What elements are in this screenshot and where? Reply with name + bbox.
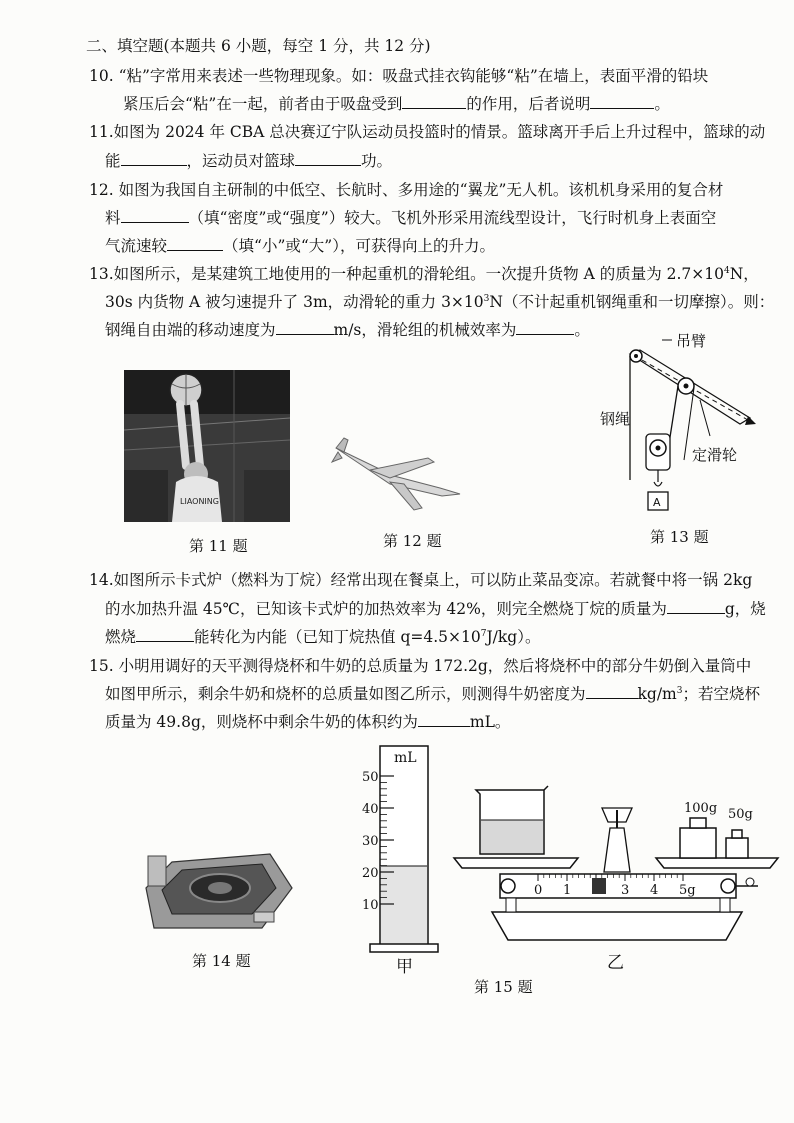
q14-line3: 燃烧 能转化为内能（已知丁烷热值 $q=4.5\times 10^7J/kg$）。 bbox=[105, 628, 541, 646]
q11-blank2[interactable] bbox=[295, 151, 361, 166]
figure-13-caption: 第 13 题 bbox=[650, 528, 709, 546]
q12-blank1[interactable] bbox=[121, 208, 189, 223]
pulley-rope-label: 钢绳 bbox=[600, 410, 631, 428]
balance-scale-label: 0 bbox=[534, 883, 543, 898]
q15-line3: 质量为 49.8g，则烧杯中剩余牛奶的体积约为 mL。 bbox=[105, 713, 511, 731]
cylinder-tick-label: 10 bbox=[362, 898, 379, 913]
figure-15-balance-diagram bbox=[452, 778, 784, 974]
cylinder-tick-label: 40 bbox=[362, 802, 379, 817]
figure-12-drone-image bbox=[330, 436, 470, 516]
pulley-cargo-label: A bbox=[653, 496, 661, 509]
balance-scale-label: 3 bbox=[621, 883, 630, 898]
weight-50g-label: 50g bbox=[728, 807, 753, 822]
figure-11-caption: 第 11 题 bbox=[189, 537, 248, 555]
q15-blank2[interactable] bbox=[418, 712, 470, 727]
pulley-arm-label: 吊臂 bbox=[676, 332, 707, 350]
balance-scale-label: 1 bbox=[563, 883, 572, 898]
figure-15-caption: 第 15 题 bbox=[474, 978, 533, 996]
q14-blank2[interactable] bbox=[136, 627, 194, 642]
q15-blank1[interactable] bbox=[586, 684, 638, 699]
q14-line1: 14.如图所示卡式炉（燃料为丁烷）经常出现在餐桌上，可以防止菜品变凉。若就餐中将一锅 2kg bbox=[89, 571, 753, 589]
q13-blank2[interactable] bbox=[516, 320, 574, 335]
q10-blank1[interactable] bbox=[402, 94, 466, 109]
balance-figure-label: 乙 bbox=[607, 953, 624, 973]
cylinder-tick-label: 20 bbox=[362, 866, 379, 881]
figure-13-pulley-diagram bbox=[600, 330, 780, 525]
q13-line3: 钢绳自由端的移动速度为 m/s，滑轮组的机械效率为 。 bbox=[105, 321, 590, 339]
figure-11-basketball-photo bbox=[124, 370, 290, 522]
balance-scale-label: 4 bbox=[650, 883, 659, 898]
q11-blank1[interactable] bbox=[121, 151, 187, 166]
q10-line2: 紧压后会“粘”在一起，前者由于吸盘受到 的作用，后者说明 。 bbox=[123, 95, 670, 113]
q10-blank2[interactable] bbox=[590, 94, 654, 109]
cylinder-figure-label: 甲 bbox=[396, 957, 413, 976]
cylinder-tick-label: 30 bbox=[362, 834, 379, 849]
q15-line1: 15. 小明用调好的天平测得烧杯和牛奶的总质量为 172.2g，然后将烧杯中的部分牛奶倒入量筒中 bbox=[89, 657, 752, 675]
figure-14-card-stove-image bbox=[142, 848, 294, 932]
figure-14-caption: 第 14 题 bbox=[192, 952, 251, 970]
svg-text:LIAONING: LIAONING bbox=[180, 497, 219, 506]
q12-line2: 料 （填“密度”或“强度”）较大。飞机外形采用流线型设计，飞行时机身上表面空 bbox=[105, 209, 717, 227]
q11-line2: 能 ，运动员对篮球 功。 bbox=[105, 152, 393, 170]
q13-line2: 30s 内货物 A 被匀速提升了 3m，动滑轮的重力 $3\times 10^3N$（不计起重机钢绳重和一切摩擦）。则： bbox=[105, 293, 775, 311]
figure-15-cylinder-diagram bbox=[362, 740, 444, 976]
q12-blank2[interactable] bbox=[167, 236, 223, 251]
q11-line1: 11.如图为 2024 年 CBA 总决赛辽宁队运动员投篮时的情景。篮球离开手后上升过程中，篮球的动 bbox=[89, 123, 766, 141]
weight-100g-label: 100g bbox=[684, 801, 718, 816]
q10-line1: 10. “粘”字常用来表述一些物理现象。如：吸盘式挂衣钩能够“粘”在墙上，表面平滑的铅块 bbox=[89, 67, 709, 85]
q13-line1: 13.如图所示，是某建筑工地使用的一种起重机的滑轮组。一次提升货物 A 的质量为 $2.7\times 10^4N$， bbox=[89, 265, 759, 283]
q12-line3: 气流速较 （填“小”或“大”），可获得向上的升力。 bbox=[105, 237, 495, 255]
cylinder-unit-label: mL bbox=[394, 750, 417, 766]
q12-line1: 12. 如图为我国自主研制的中低空、长航时、多用途的“翼龙”无人机。该机机身采用的复合材 bbox=[89, 181, 724, 199]
q13-blank1[interactable] bbox=[276, 320, 334, 335]
q14-line2: 的水加热升温 45℃，已知该卡式炉的加热效率为 42%，则完全燃烧丁烷的质量为 g，烧 bbox=[105, 600, 766, 618]
section-title: 二、填空题(本题共 6 小题，每空 1 分，共 12 分) bbox=[86, 37, 431, 55]
q15-line2: 如图甲所示，剩余牛奶和烧杯的总质量如图乙所示，则测得牛奶密度为 $kg/m^3$；若空烧杯 bbox=[105, 685, 760, 703]
cylinder-tick-label: 50 bbox=[362, 770, 379, 785]
pulley-fixed-label: 定滑轮 bbox=[692, 446, 738, 464]
figure-12-caption: 第 12 题 bbox=[383, 532, 442, 550]
q14-blank1[interactable] bbox=[667, 599, 725, 614]
balance-scale-label: 5g bbox=[679, 883, 696, 898]
